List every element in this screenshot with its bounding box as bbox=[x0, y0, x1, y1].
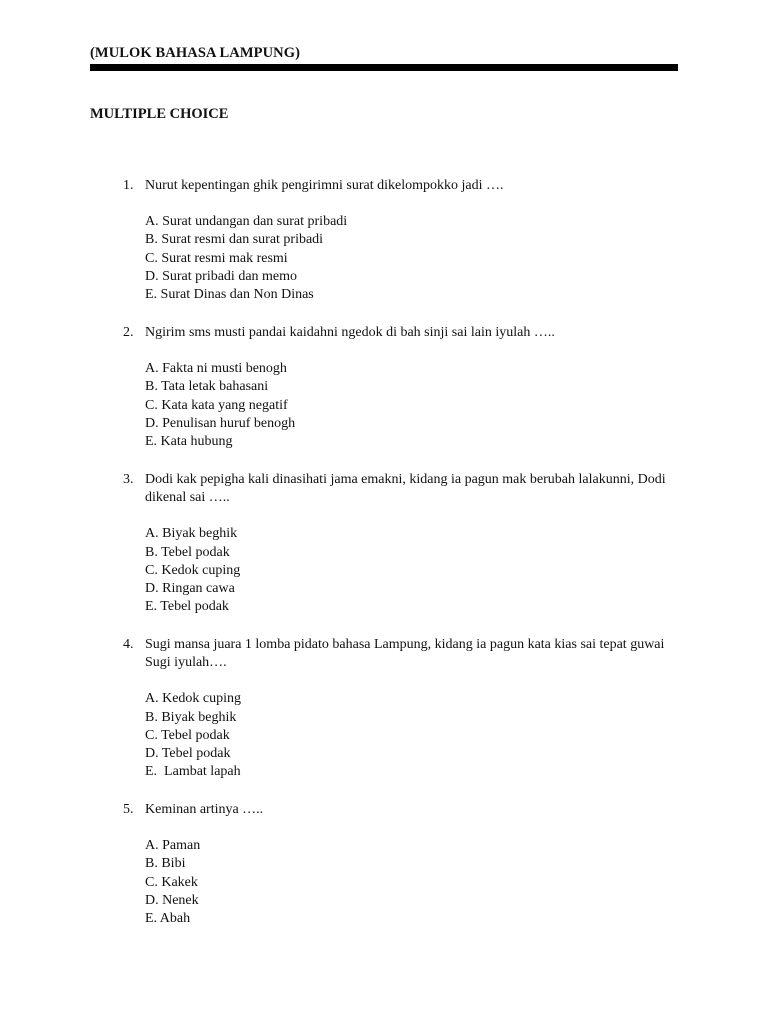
question-number: 2. bbox=[123, 325, 134, 340]
option-a: A. Fakta ni musti benogh bbox=[145, 361, 287, 377]
option-d: D. Ringan cawa bbox=[145, 581, 235, 597]
option-b: B. Tata letak bahasani bbox=[145, 379, 269, 395]
option-d: D. Surat pribadi dan memo bbox=[145, 268, 298, 284]
option-e: E. Tebel podak bbox=[145, 599, 229, 615]
option-b: B. Tebel podak bbox=[145, 544, 230, 560]
question-1 bbox=[123, 177, 668, 304]
section-title: MULTIPLE CHOICE bbox=[90, 106, 229, 122]
header-divider bbox=[90, 64, 678, 71]
question-5 bbox=[123, 801, 668, 928]
question-number: 3. bbox=[123, 472, 134, 487]
question-2 bbox=[123, 324, 668, 451]
question-number: 1. bbox=[123, 178, 134, 193]
option-e: E. Surat Dinas dan Non Dinas bbox=[145, 287, 314, 303]
option-e: E. Lambat lapah bbox=[145, 764, 241, 780]
option-d: D. Tebel podak bbox=[145, 746, 231, 762]
option-b: B. Surat resmi dan surat pribadi bbox=[145, 232, 324, 248]
option-c: C. Kakek bbox=[145, 874, 198, 890]
option-a: A. Surat undangan dan surat pribadi bbox=[145, 214, 348, 230]
option-c: C. Kedok cuping bbox=[145, 562, 241, 578]
document-header: (MULOK BAHASA LAMPUNG) bbox=[90, 45, 301, 61]
option-c: C. Surat resmi mak resmi bbox=[145, 250, 288, 266]
question-3 bbox=[123, 471, 668, 616]
question-4 bbox=[123, 636, 668, 781]
question-text: Keminan artinya ….. bbox=[145, 802, 264, 817]
question-text: Dodi kak pepigha kali dinasihati jama emakni, kidang ia pagun mak berubah lalakunni, Dodi dikenal sai ….. bbox=[145, 472, 666, 506]
option-b: B. Bibi bbox=[145, 856, 186, 872]
option-c: C. Kata kata yang negatif bbox=[145, 397, 288, 413]
option-a: A. Kedok cuping bbox=[145, 691, 242, 707]
option-e: E. Abah bbox=[145, 911, 191, 927]
option-a: A. Paman bbox=[145, 838, 201, 854]
question-number: 5. bbox=[123, 802, 134, 817]
question-number: 4. bbox=[123, 637, 134, 652]
answer-options bbox=[145, 213, 668, 304]
option-b: B. Biyak beghik bbox=[145, 709, 237, 725]
question-text: Nurut kepentingan ghik pengirimni surat dikelompokko jadi …. bbox=[145, 178, 504, 193]
question-text: Ngirim sms musti pandai kaidahni ngedok di bah sinji sai lain iyulah ….. bbox=[145, 325, 555, 340]
answer-options bbox=[145, 360, 668, 451]
option-d: D. Nenek bbox=[145, 892, 199, 908]
option-d: D. Penulisan huruf benogh bbox=[145, 415, 296, 431]
answer-options bbox=[145, 690, 668, 781]
option-e: E. Kata hubung bbox=[145, 434, 233, 450]
question-text: Sugi mansa juara 1 lomba pidato bahasa Lampung, kidang ia pagun kata kias sai tepat guwai Sugi iyulah…. bbox=[145, 637, 665, 671]
option-a: A. Biyak beghik bbox=[145, 526, 238, 542]
answer-options bbox=[145, 837, 668, 928]
option-c: C. Tebel podak bbox=[145, 727, 230, 743]
answer-options bbox=[145, 525, 668, 616]
